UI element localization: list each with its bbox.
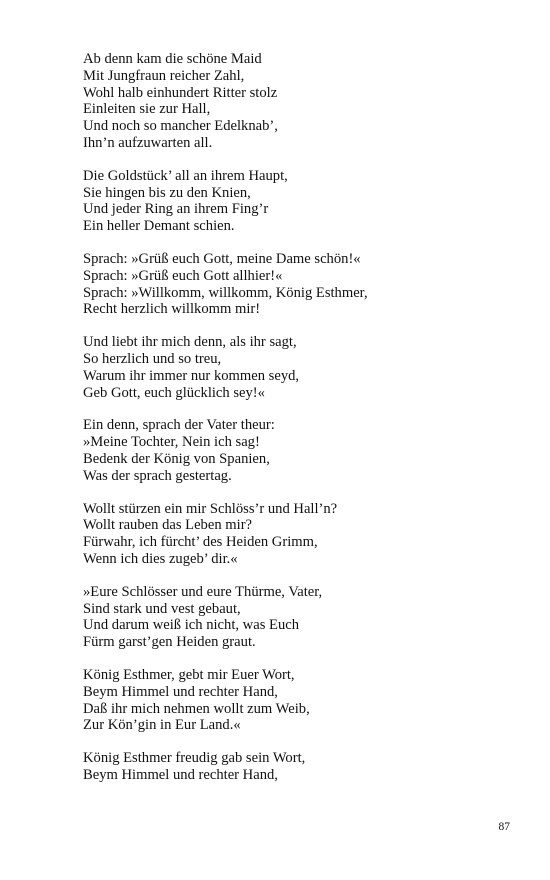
poem-text xyxy=(83,51,503,800)
verse-line: Sind stark und vest gebaut, xyxy=(83,600,241,617)
verse-line: Und jeder Ring an ihrem Fing’r xyxy=(83,201,269,218)
verse-line: Und liebt ihr mich denn, als ihr sagt, xyxy=(83,334,297,351)
verse-line: Die Goldstück’ all an ihrem Haupt, xyxy=(83,167,288,184)
verse-line: Wollt stürzen ein mir Schlöss’r und Hall’n? xyxy=(83,500,338,517)
verse-line: Fürm garst’gen Heiden graut. xyxy=(83,634,256,651)
verse-line: König Esthmer, gebt mir Euer Wort, xyxy=(83,666,295,683)
verse-line: Bedenk der König von Spanien, xyxy=(83,450,270,467)
verse-line: Sprach: »Willkomm, willkomm, König Esthmer, xyxy=(83,284,368,301)
verse-line: Sprach: »Grüß euch Gott allhier!« xyxy=(83,267,283,284)
stanza xyxy=(83,501,503,568)
verse-line: Beym Himmel und rechter Hand, xyxy=(83,766,278,783)
stanza xyxy=(83,334,503,401)
verse-line: Ein heller Demant schien. xyxy=(83,218,235,235)
stanza xyxy=(83,251,503,318)
verse-line: Und darum weiß ich nicht, was Euch xyxy=(83,617,300,634)
verse-line: Einleiten sie zur Hall, xyxy=(83,101,211,118)
verse-line: Ein denn, sprach der Vater theur: xyxy=(83,417,275,434)
verse-line: Zur Kön’gin in Eur Land.« xyxy=(83,717,241,734)
verse-line: Wenn ich dies zugeb’ dir.« xyxy=(83,550,238,567)
stanza xyxy=(83,51,503,152)
stanza xyxy=(83,584,503,651)
verse-line: Ab denn kam die schöne Maid xyxy=(83,51,262,67)
verse-line: Geb Gott, euch glücklich sey!« xyxy=(83,384,265,401)
verse-line: Beym Himmel und rechter Hand, xyxy=(83,683,278,700)
verse-line: Daß ihr mich nehmen wollt zum Weib, xyxy=(83,700,310,717)
stanza xyxy=(83,750,503,784)
stanza xyxy=(83,667,503,734)
stanza xyxy=(83,417,503,484)
verse-line: Mit Jungfraun reicher Zahl, xyxy=(83,67,245,84)
verse-line: Fürwahr, ich fürcht’ des Heiden Grimm, xyxy=(83,534,318,551)
verse-line: Sprach: »Grüß euch Gott, meine Dame schön!« xyxy=(83,250,361,267)
page-number: 87 xyxy=(498,821,510,833)
verse-line: Wollt rauben das Leben mir? xyxy=(83,517,253,534)
verse-line: »Eure Schlösser und eure Thürme, Vater, xyxy=(83,583,323,600)
stanza xyxy=(83,168,503,235)
verse-line: Ihn’n aufzuwarten all. xyxy=(83,134,213,151)
verse-line: König Esthmer freudig gab sein Wort, xyxy=(83,750,306,767)
verse-line: Und noch so mancher Edelknab’, xyxy=(83,118,278,135)
verse-line: Sie hingen bis zu den Knien, xyxy=(83,184,251,201)
verse-line: »Meine Tochter, Nein ich sag! xyxy=(83,434,260,451)
verse-line: So herzlich und so treu, xyxy=(83,350,222,367)
verse-line: Was der sprach gestertag. xyxy=(83,467,232,484)
verse-line: Recht herzlich willkomm mir! xyxy=(83,301,261,318)
verse-line: Warum ihr immer nur kommen seyd, xyxy=(83,367,300,384)
verse-line: Wohl halb einhundert Ritter stolz xyxy=(83,84,278,101)
